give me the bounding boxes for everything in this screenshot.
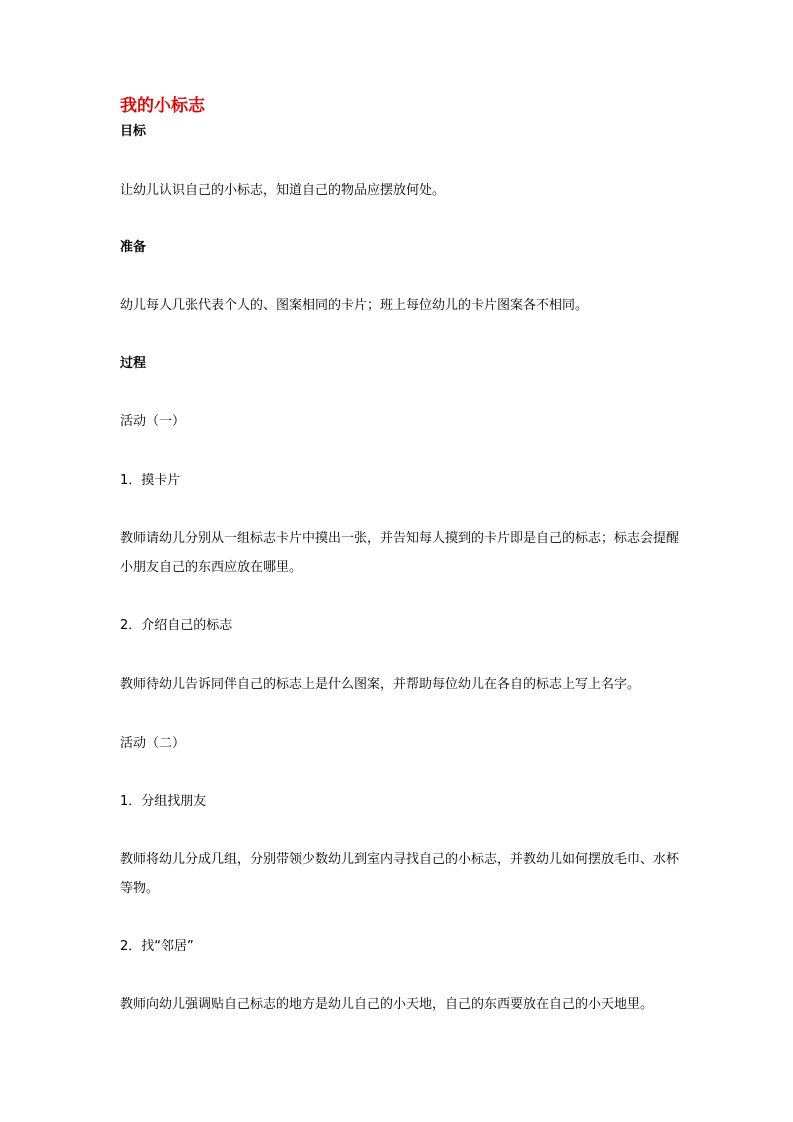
step3-title: 1．分组找朋友 [120, 794, 207, 809]
step3-text: 教师将幼儿分成几组，分别带领少数幼儿到室内寻找自己的小标志，并教幼儿如何摆放毛巾、水杯等物。 [120, 852, 680, 896]
process-heading: 过程 [120, 356, 147, 371]
step4-title: 2．找“邻居” [120, 939, 194, 954]
step1-text: 教师请幼儿分别从一组标志卡片中摸出一张，并告知每人摸到的卡片即是自己的标志；标志会提醒小朋友自己的东西应放在哪里。 [120, 531, 680, 575]
step4-text: 教师向幼儿强调贴自己标志的地方是幼儿自己的小天地，自己的东西要放在自己的小天地里。 [120, 997, 654, 1012]
prep-heading: 准备 [120, 240, 147, 255]
document-title: 我的小标志 [120, 96, 205, 116]
step2-text: 教师待幼儿告诉同伴自己的标志上是什么图案，并帮助每位幼儿在各自的标志上写上名字。 [120, 677, 641, 692]
goal-heading: 目标 [120, 124, 147, 139]
activity1-label: 活动（一） [120, 414, 186, 429]
goal-text: 让幼儿认识自己的小标志，知道自己的物品应摆放何处。 [120, 183, 446, 198]
step1-title: 1．摸卡片 [120, 473, 181, 488]
prep-text: 幼儿每人几张代表个人的、图案相同的卡片；班上每位幼儿的卡片图案各不相同。 [120, 298, 589, 313]
step2-title: 2．介绍自己的标志 [120, 618, 233, 633]
activity2-label: 活动（二） [120, 736, 186, 751]
